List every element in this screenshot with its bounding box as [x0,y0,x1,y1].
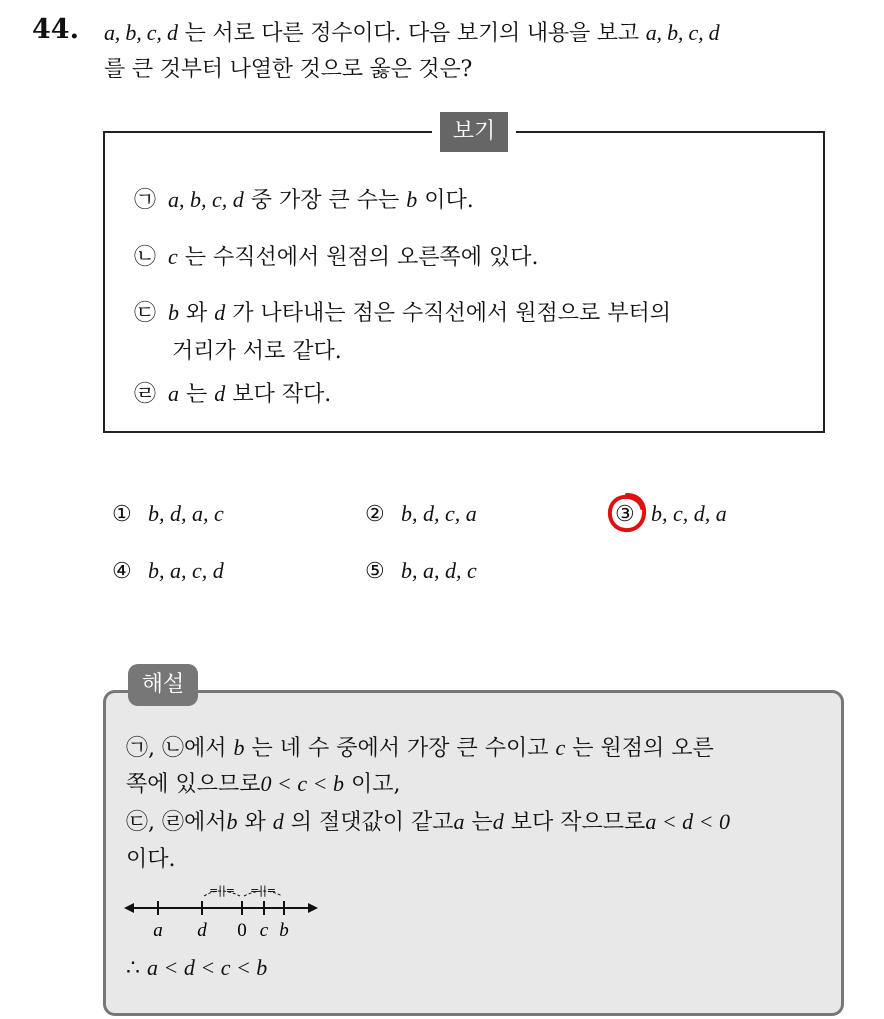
choice-3-text: b, c, d, a [651,501,727,526]
bogi-item-3-text2: 가 나타내는 점은 수직선에서 원점으로 부터의 [232,301,672,326]
label-a: a [153,920,163,941]
label-d: d [197,920,207,941]
label-0: 0 [237,920,247,941]
sol-l1-a: ㉠, ㉡에서 [126,736,227,761]
question-line-1 [104,16,719,47]
choice-3-number: ③ [615,502,635,527]
sol-l3-e: 보다 작으므로 [510,810,646,835]
therefore-symbol: ∴ [126,956,140,981]
marker-rieul: ㉣ [134,382,157,407]
sol-l3-b: 와 [244,810,266,835]
question-line-2: 를 큰 것부터 나열한 것으로 옳은 것은? [104,57,473,82]
bogi-item-3 [134,296,671,327]
choice-1-number: ① [112,502,132,527]
sol-l2-b: 이고, [350,772,401,797]
sol-l3-v1: b [226,809,238,834]
bogi-item-2-var: c [168,244,178,269]
marker-nieun: ㉡ [134,245,157,270]
bogi-item-2 [134,240,539,271]
sol-l3-v2: d [272,809,284,834]
choice-3[interactable] [615,501,727,527]
bogi-item-4-text: 는 [186,382,208,407]
sol-l1-v1: b [233,735,245,760]
bogi-item-1 [134,183,474,214]
sol-l3-v3: a [453,809,465,834]
choice-5-number: ⑤ [365,559,385,584]
sol-l3-math: a < d < 0 [645,809,731,834]
solution-line-1 [126,731,714,762]
sol-l3-a: ㉢, ㉣에서 [126,810,227,835]
number-line [120,878,330,948]
solution-label: 해설 [128,664,198,706]
sol-l3-c: 의 절댓값이 같고 [290,810,454,835]
choice-2-number: ② [365,502,385,527]
choice-1[interactable] [112,501,224,527]
sol-l1-b: 는 네 수 중에서 가장 큰 수이고 [251,736,549,761]
bogi-item-4 [134,377,331,408]
bogi-item-1-text2: 이다. [424,188,474,213]
marker-giyeok: ㉠ [134,188,157,213]
choice-2-text: b, d, c, a [401,501,477,526]
bogi-item-1-text: 중 가장 큰 수는 [250,188,400,213]
equal-mark-left: =||= [209,884,235,897]
bogi-item-4-var: a [168,381,179,406]
bogi-item-4-var2: d [214,381,226,406]
bogi-item-3-text: 와 [186,301,208,326]
equal-mark-right: =||= [250,884,276,897]
sol-l3-d: 는 [471,810,493,835]
sol-l2-math: 0 < c < b [260,771,344,796]
sol-l3-v4: d [492,809,504,834]
choice-4-number: ④ [112,559,132,584]
conclusion-math: a < d < c < b [147,955,268,980]
choice-1-text: b, d, a, c [148,501,224,526]
bogi-item-3-var: b [168,300,179,325]
bogi-item-3-var2: d [214,300,226,325]
choice-5-text: b, a, d, c [401,558,477,583]
bogi-item-1-var2: b [406,187,418,212]
bogi-item-3-line2: 거리가 서로 같다. [172,339,342,364]
bogi-label: 보기 [432,112,516,152]
solution-line-3 [126,805,730,836]
choice-2[interactable] [365,501,477,527]
sol-l2-a: 쪽에 있으므로 [126,772,261,797]
choice-4[interactable] [112,558,224,584]
bogi-item-4-text2: 보다 작다. [232,382,332,407]
question-number: 44. [32,14,79,45]
bogi-item-2-text: 는 수직선에서 원점의 오른쪽에 있다. [184,245,539,270]
question-vars-end: a, b, c, d [645,20,720,45]
choice-4-text: b, a, c, d [148,558,224,583]
sol-l1-c: 는 원점의 오른 [572,736,714,761]
conclusion [126,955,267,981]
sol-l1-v2: c [555,735,566,760]
label-b: b [279,920,289,941]
solution-line-4: 이다. [126,847,176,872]
bogi-item-1-vars: a, b, c, d [168,187,244,212]
solution-line-2 [126,767,400,798]
label-c: c [259,920,269,941]
number-line-right-arrow [308,903,318,913]
choice-5[interactable] [365,558,477,584]
number-line-left-arrow [124,903,134,913]
question-text-1: 는 서로 다른 정수이다. 다음 보기의 내용을 보고 [184,21,639,46]
question-vars: a, b, c, d [104,20,178,45]
marker-digeut: ㉢ [134,301,157,326]
